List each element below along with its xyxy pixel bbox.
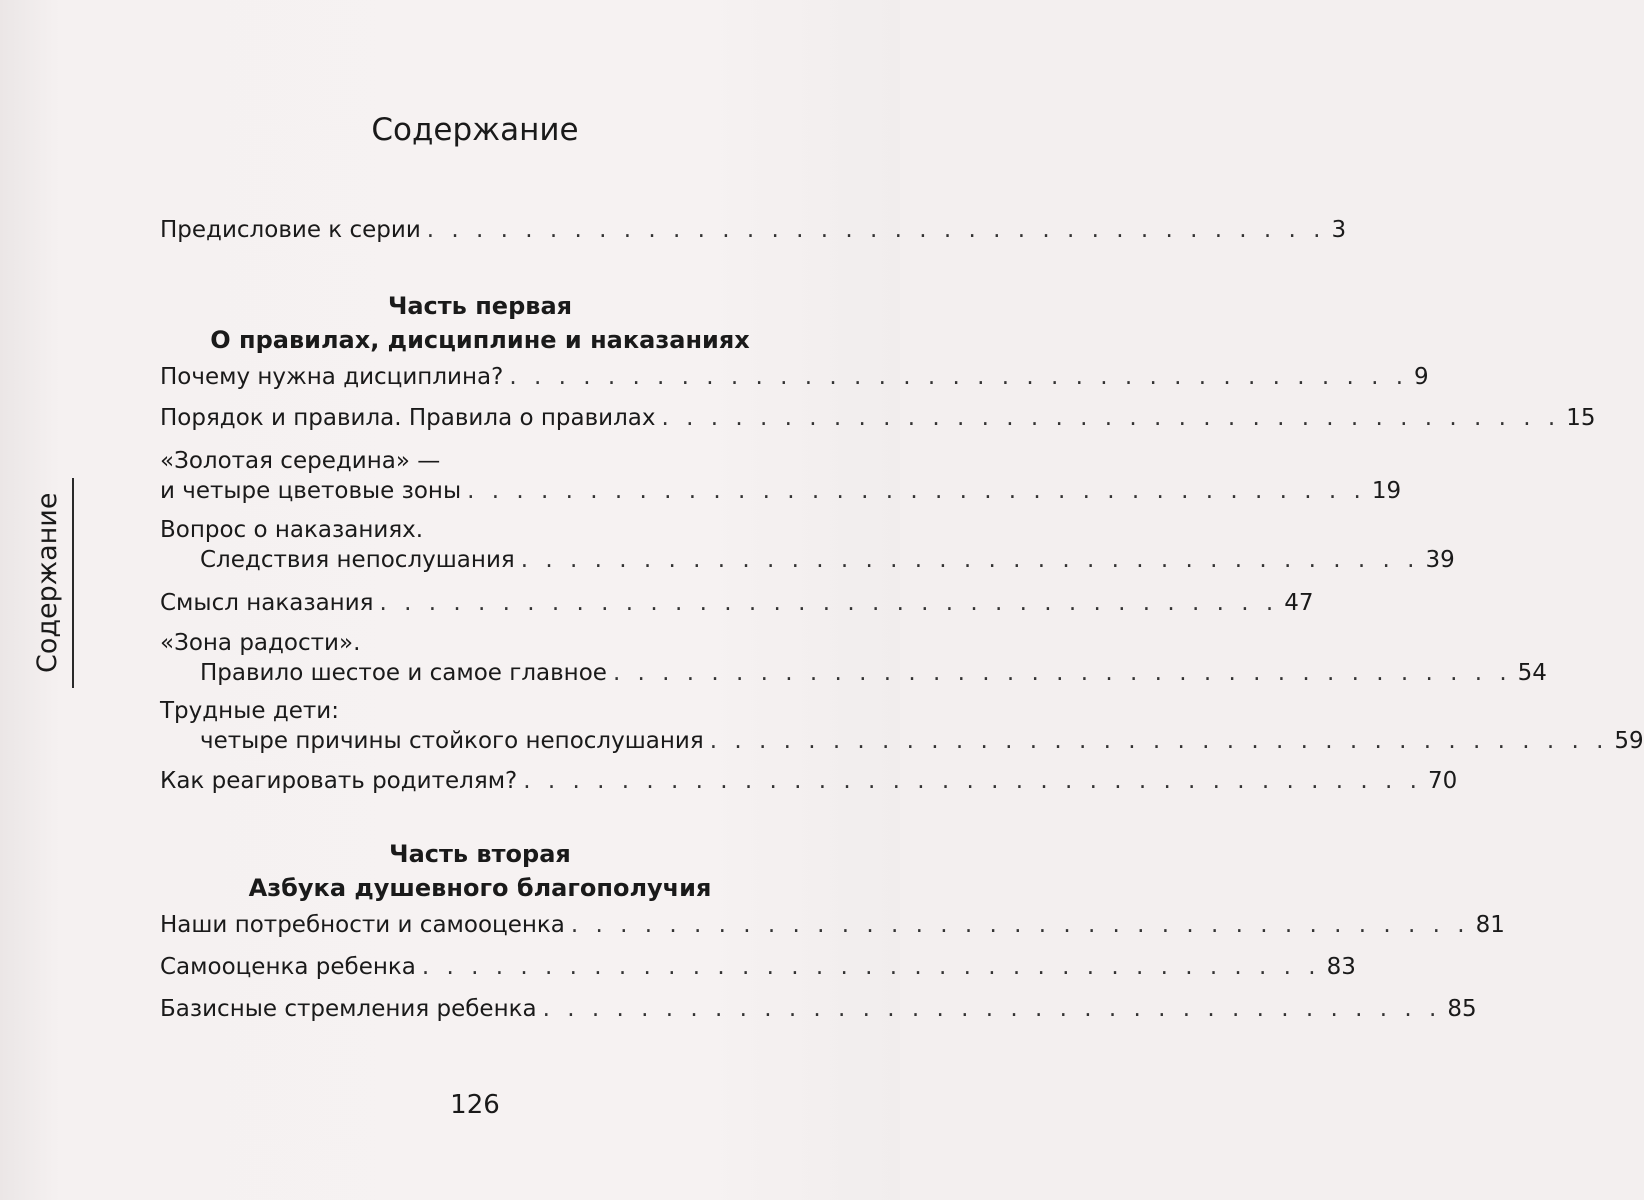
toc-leader-dots: . . . . . . . . . . . . . . . . . . . . . . . . . . . . . . . . . . . . .	[523, 768, 1422, 794]
toc-leader-dots: . . . . . . . . . . . . . . . . . . . . . . . . . . . . . . . . . . . . .	[612, 660, 1512, 686]
toc-entry-title: Вопрос о наказаниях.	[160, 517, 424, 543]
toc-leader-dots: . . . . . . . . . . . . . . . . . . . . . . . . . . . . . . . . . . . . .	[661, 405, 1561, 431]
toc-entry	[160, 952, 1356, 982]
toc-entry-page: 19	[1371, 478, 1402, 504]
toc-entry-title: «Золотая середина» —	[160, 448, 441, 474]
toc-entry-preface	[160, 215, 1347, 245]
toc-entry	[160, 403, 1596, 433]
toc-leader-dots: . . . . . . . . . . . . . . . . . . . . . . . . . . . . . . . . . . . . .	[520, 547, 1420, 573]
toc-entry-page: 47	[1284, 590, 1314, 616]
toc-entry-title: Трудные дети:	[160, 698, 339, 724]
toc-entry-page: 15	[1566, 405, 1596, 431]
toc-entry	[160, 446, 1402, 506]
toc-entry-title-cont: и четыре цветовые зоны	[160, 478, 462, 504]
page-number: 126	[450, 1090, 500, 1120]
toc-entry-title-cont: четыре причины стойкого непослушания	[200, 728, 704, 754]
toc-entry	[160, 994, 1477, 1024]
toc-entry-page: 9	[1414, 364, 1429, 390]
toc-entry-title: «Зона радости».	[160, 630, 361, 656]
toc-entry-title: Порядок и правила. Правила о правилах	[160, 405, 656, 431]
toc-entry-title: Базисные стремления ребенка	[160, 996, 537, 1022]
toc-entry-title: Наши потребности и самооценка	[160, 912, 565, 938]
part2-name: Азбука душевного благополучия	[248, 874, 712, 902]
toc-entry-title: Предисловие к серии	[160, 217, 421, 243]
toc-entry	[160, 766, 1458, 796]
toc-entry-title-cont: Следствия непослушания	[200, 547, 515, 573]
toc-entry-title-cont: Правило шестое и самое главное	[200, 660, 607, 686]
toc-leader-dots: . . . . . . . . . . . . . . . . . . . . . . . . . . . . . . . . . . . . .	[467, 478, 1366, 504]
toc-entry	[160, 910, 1505, 940]
toc-leader-dots: . . . . . . . . . . . . . . . . . . . . . . . . . . . . . . . . . . . . .	[379, 590, 1279, 616]
toc-leader-dots: . . . . . . . . . . . . . . . . . . . . . . . . . . . . . . . . . . . . .	[570, 912, 1470, 938]
toc-entry	[160, 362, 1429, 392]
toc-leader-dots: . . . . . . . . . . . . . . . . . . . . . . . . . . . . . . . . . . . . .	[542, 996, 1442, 1022]
toc-entry-page: 59	[1614, 728, 1644, 754]
toc-leader-dots: . . . . . . . . . . . . . . . . . . . . . . . . . . . . . . . . . . . . .	[426, 217, 1326, 243]
toc-entry-title: Почему нужна дисциплина?	[160, 364, 504, 390]
part2-label: Часть вторая	[389, 840, 571, 868]
side-tab-divider	[72, 478, 74, 688]
toc-entry-page: 83	[1326, 954, 1356, 980]
toc-entry-page: 81	[1475, 912, 1505, 938]
side-tab-label: Содержание	[32, 492, 63, 674]
toc-entry-page: 70	[1427, 768, 1458, 794]
toc-leader-dots: . . . . . . . . . . . . . . . . . . . . . . . . . . . . . . . . . . . . .	[509, 364, 1409, 390]
toc-entry-page: 54	[1517, 660, 1547, 686]
toc-entry	[160, 588, 1314, 618]
page-title: Содержание	[371, 112, 579, 148]
toc-entry-page: 39	[1425, 547, 1455, 573]
toc-entry-page: 3	[1331, 217, 1347, 243]
toc-leader-dots: . . . . . . . . . . . . . . . . . . . . . . . . . . . . . . . . . . . . .	[421, 954, 1321, 980]
toc-leader-dots: . . . . . . . . . . . . . . . . . . . . . . . . . . . . . . . . . . . . .	[709, 728, 1609, 754]
toc-entry-page: 85	[1447, 996, 1477, 1022]
toc-entry-title: Самооценка ребенка	[160, 954, 416, 980]
toc-entry-title: Смысл наказания	[160, 590, 374, 616]
part1-name: О правилах, дисциплине и наказаниях	[210, 326, 750, 354]
side-tab	[28, 478, 78, 688]
toc-entry	[160, 696, 1644, 756]
part1-label: Часть первая	[387, 292, 573, 320]
toc-entry	[160, 515, 1455, 575]
toc-entry	[160, 628, 1547, 688]
toc-entry-title: Как реагировать родителям?	[160, 768, 518, 794]
